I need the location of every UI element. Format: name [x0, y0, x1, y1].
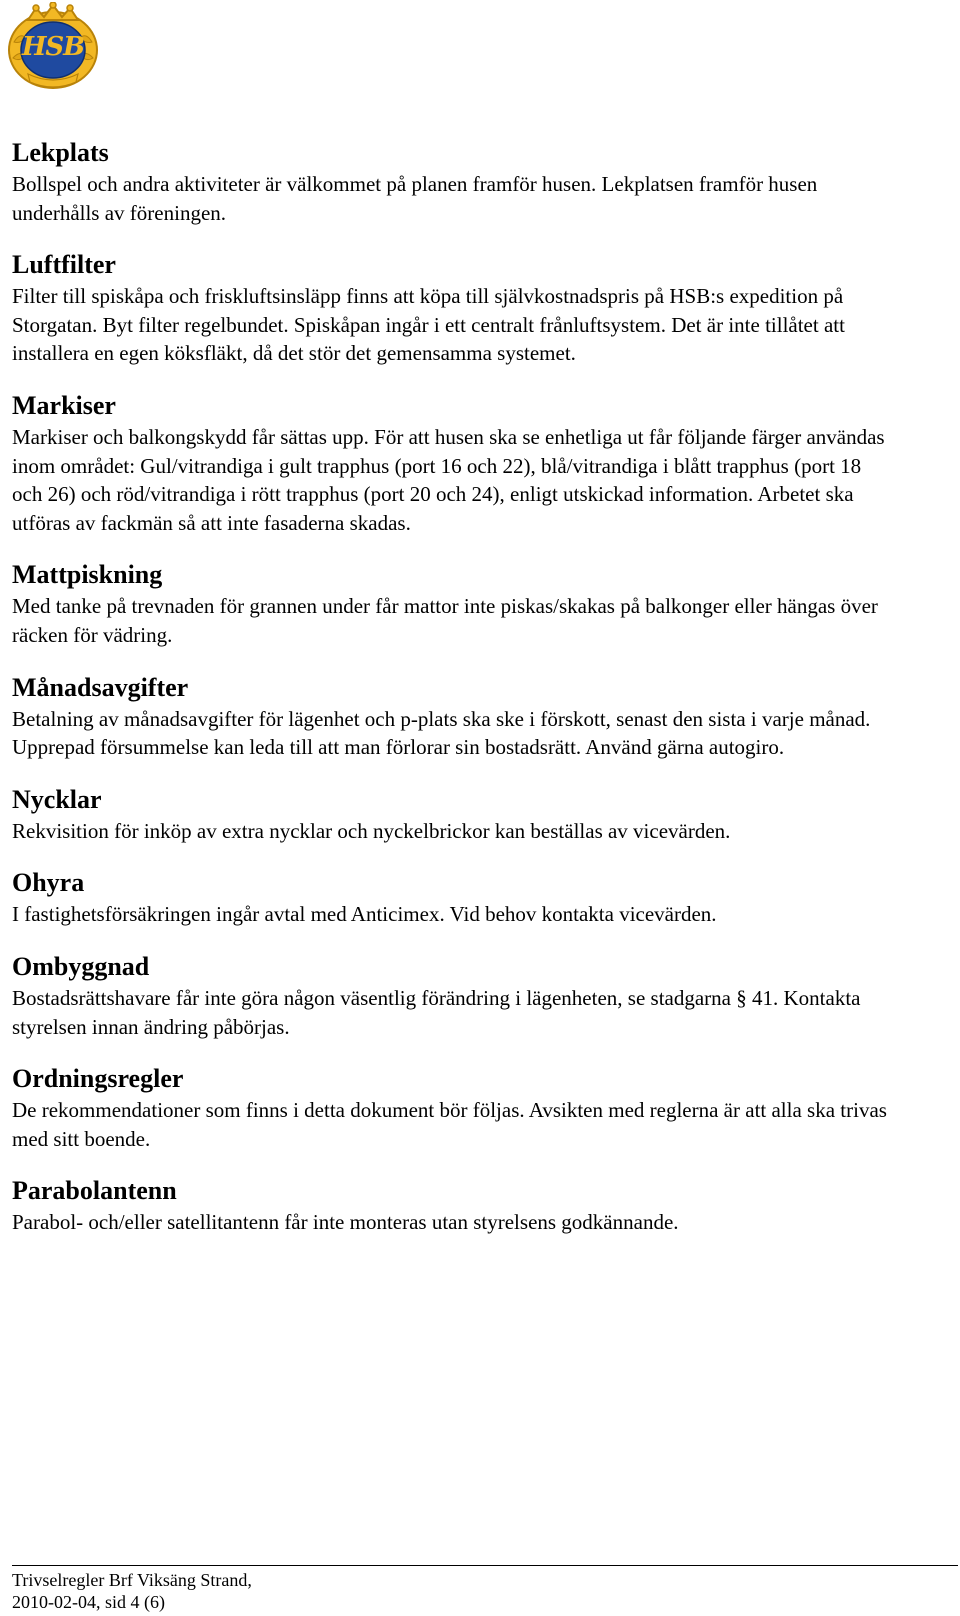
section-title: Markiser	[12, 390, 116, 420]
section-title: Ombyggnad	[12, 951, 150, 981]
section-luftfilter	[12, 248, 892, 368]
section-markiser	[12, 389, 892, 537]
hsb-logo-icon	[6, 2, 100, 90]
section-text: Markiser och balkongskydd får sättas upp. För att husen ska se enhetliga ut får följande färger användas inom området: Gul/vitrandiga i gult trapphus (port 16 och 22), blå/vitrandiga i blått trapphus (port 18 och 26) och röd/vitrandiga i rött trapphus (port 20 och 24), enligt utskickad information. Arbetet ska utföras av fackmän så att inte fasaderna skadas.	[12, 424, 885, 535]
section-manadsavgifter	[12, 671, 892, 762]
document-body	[12, 136, 892, 1258]
section-text: Med tanke på trevnaden för grannen under får mattor inte piskas/skakas på balkonger eller hängas över räcken för vädring.	[12, 594, 878, 647]
section-title: Nycklar	[12, 784, 102, 814]
section-title: Parabolantenn	[12, 1176, 177, 1206]
section-title: Mattpiskning	[12, 560, 163, 590]
section-ordningsregler	[12, 1062, 892, 1153]
section-title: Ohyra	[12, 868, 85, 898]
section-mattpiskning	[12, 558, 892, 649]
section-lekplats	[12, 136, 892, 227]
section-title: Månadsavgifter	[12, 672, 189, 702]
section-text: Betalning av månadsavgifter för lägenhet och p-plats ska ske i förskott, senast den sista i varje månad. Upprepad försummelse kan leda till att man förlorar sin bostadsrätt. Använd gärna autogiro.	[12, 706, 871, 760]
section-text: Rekvisition för inköp av extra nycklar och nyckelbrickor kan beställas av vicevärden.	[12, 818, 731, 843]
section-title: Ordningsregler	[12, 1064, 184, 1094]
section-text: I fastighetsförsäkringen ingår avtal med Anticimex. Vid behov kontakta vicevärden.	[12, 902, 717, 927]
footer-document-title: Trivselregler Brf Viksäng Strand,	[12, 1570, 252, 1590]
section-ombyggnad	[12, 950, 892, 1041]
section-nycklar	[12, 783, 892, 846]
logo-text: HSB	[21, 32, 85, 62]
section-title: Lekplats	[12, 138, 109, 167]
section-text: Parabol- och/eller satellitantenn får inte monteras utan styrelsens godkännande.	[12, 1210, 679, 1235]
section-text: Bostadsrättshavare får inte göra någon väsentlig förändring i lägenheten, se stadgarna § 41. Kontakta styrelsen innan ändring påbörjas.	[12, 985, 861, 1039]
page-footer	[12, 1565, 958, 1613]
section-ohyra	[12, 866, 892, 929]
section-title: Luftfilter	[12, 250, 116, 280]
section-text: De rekommendationer som finns i detta dokument bör följas. Avsikten med reglerna är att alla ska trivas med sitt boende.	[12, 1098, 887, 1151]
section-text: Filter till spiskåpa och friskluftsinsläpp finns att köpa till självkostnadspris på HSB:s expedition på Storgatan. Byt filter regelbundet. Spiskåpan ingår i ett centralt frånluftsystem. Det är inte tillåtet att installera en egen köksfläkt, då det stör det gemensamma systemet.	[12, 284, 845, 366]
footer-date-page: 2010-02-04, sid 4 (6)	[12, 1592, 165, 1612]
section-parabolantenn	[12, 1174, 892, 1237]
section-text: Bollspel och andra aktiviteter är välkommet på planen framför husen. Lekplatsen framför husen underhålls av föreningen.	[12, 172, 818, 225]
